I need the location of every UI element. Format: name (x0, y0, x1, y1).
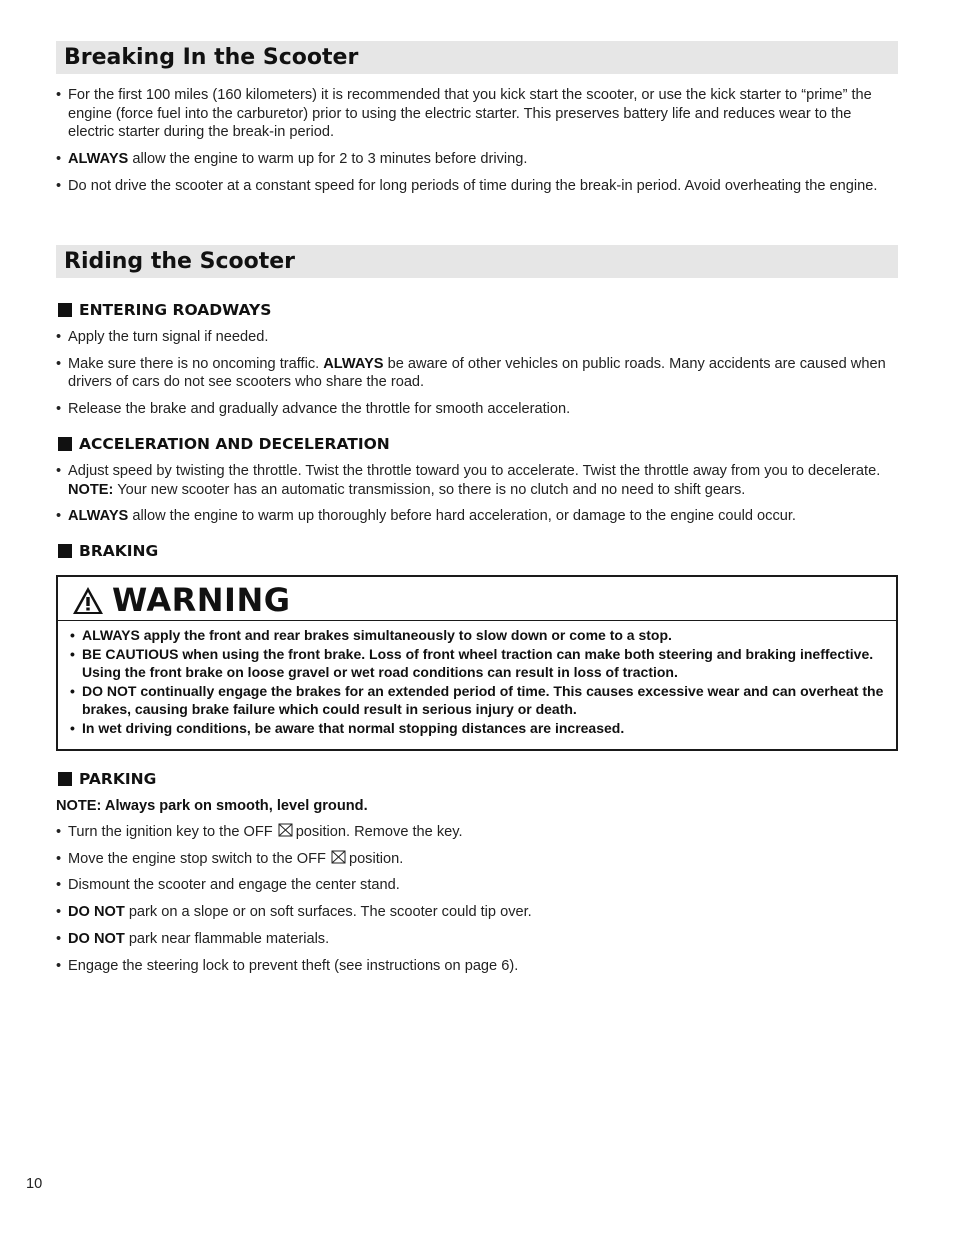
warning-triangle-icon (72, 586, 104, 615)
acceleration-list (56, 462, 898, 534)
subheading-parking: PARKING (58, 769, 156, 789)
list-item: • Apply the turn signal if needed. (56, 329, 269, 345)
list-item: • Turn the ignition key to the OFF position. Remove the key. (56, 824, 463, 840)
list-item: • Make sure there is no oncoming traffic. ALWAYS be aware of other vehicles on public roads. Many accidents are caused when drivers of cars do not see scooters who share the road. (56, 355, 886, 391)
list-item: • ALWAYS allow the engine to warm up for 2 to 3 minutes before driving. (56, 151, 528, 168)
list-item: • Dismount the scooter and engage the center stand. (56, 877, 400, 894)
square-bullet-icon (58, 437, 72, 451)
list-item: • DO NOT park near flammable materials. (56, 930, 330, 947)
square-bullet-icon (58, 303, 72, 317)
list-item: • Do not drive the scooter at a constant speed for long periods of time during the break-in period. Avoid overheating the engine. (56, 177, 878, 194)
subheading-braking: BRAKING (58, 541, 158, 561)
square-bullet-icon (58, 772, 72, 786)
warning-item: • ALWAYS apply the front and rear brakes simultaneously to slow down or come to a stop. (70, 627, 672, 643)
section-title: Riding the Scooter (64, 249, 295, 274)
subheading-entering-roadways: ENTERING ROADWAYS (58, 300, 271, 320)
ignition-off-icon (331, 850, 346, 864)
list-item: • DO NOT park on a slope or on soft surfaces. The scooter could tip over. (56, 904, 532, 921)
breaking-in-list (56, 86, 898, 204)
warning-item: • DO NOT continually engage the brakes for an extended period of time. This causes excessive wear and can overheat the brakes, causing brake failure which could result in serious injury or death. (70, 682, 884, 718)
list-item: • For the first 100 miles (160 kilometers) it is recommended that you kick start the scooter, or use the kick starter to “prime” the engine (force fuel into the carburetor) prior to using the electric starter. This preserves battery life and reduces wear to the electric starter during the break-in period. (56, 87, 872, 141)
square-bullet-icon (58, 544, 72, 558)
list-item: • Move the engine stop switch to the OFF position. (56, 850, 404, 867)
warning-item: • BE CAUTIOUS when using the front brake. Loss of front wheel traction can make both steering and braking ineffective. Using the front brake on loose gravel or wet road conditions can result in loss of traction. (70, 645, 874, 681)
subheading-acceleration: ACCELERATION AND DECELERATION (58, 434, 390, 454)
section-header-breaking-in (56, 41, 898, 74)
section-header-riding (56, 245, 898, 278)
list-item: • Release the brake and gradually advance the throttle for smooth acceleration. (56, 401, 571, 418)
ignition-off-icon (278, 823, 293, 837)
warning-box (56, 575, 898, 751)
page-number: 10 (26, 1176, 43, 1192)
warning-header (58, 577, 896, 621)
warning-item: • In wet driving conditions, be aware that normal stopping distances are increased. (70, 719, 625, 736)
entering-roadways-list (56, 328, 898, 427)
warning-list (70, 626, 884, 738)
parking-list (56, 823, 898, 983)
warning-title: WARNING (112, 581, 291, 619)
list-item: • Engage the steering lock to prevent theft (see instructions on page 6). (56, 957, 519, 974)
list-item: • ALWAYS allow the engine to warm up thoroughly before hard acceleration, or damage to the engine could occur. (56, 508, 796, 525)
list-item: • Adjust speed by twisting the throttle. Twist the throttle toward you to accelerate. Twist the throttle away from you to decelerate. NOTE: Your new scooter has an automatic transmission, so there is no clutch and no need to shift gears. (56, 463, 881, 498)
parking-note: NOTE: Always park on smooth, level ground. (56, 798, 368, 814)
section-title: Breaking In the Scooter (64, 45, 359, 70)
